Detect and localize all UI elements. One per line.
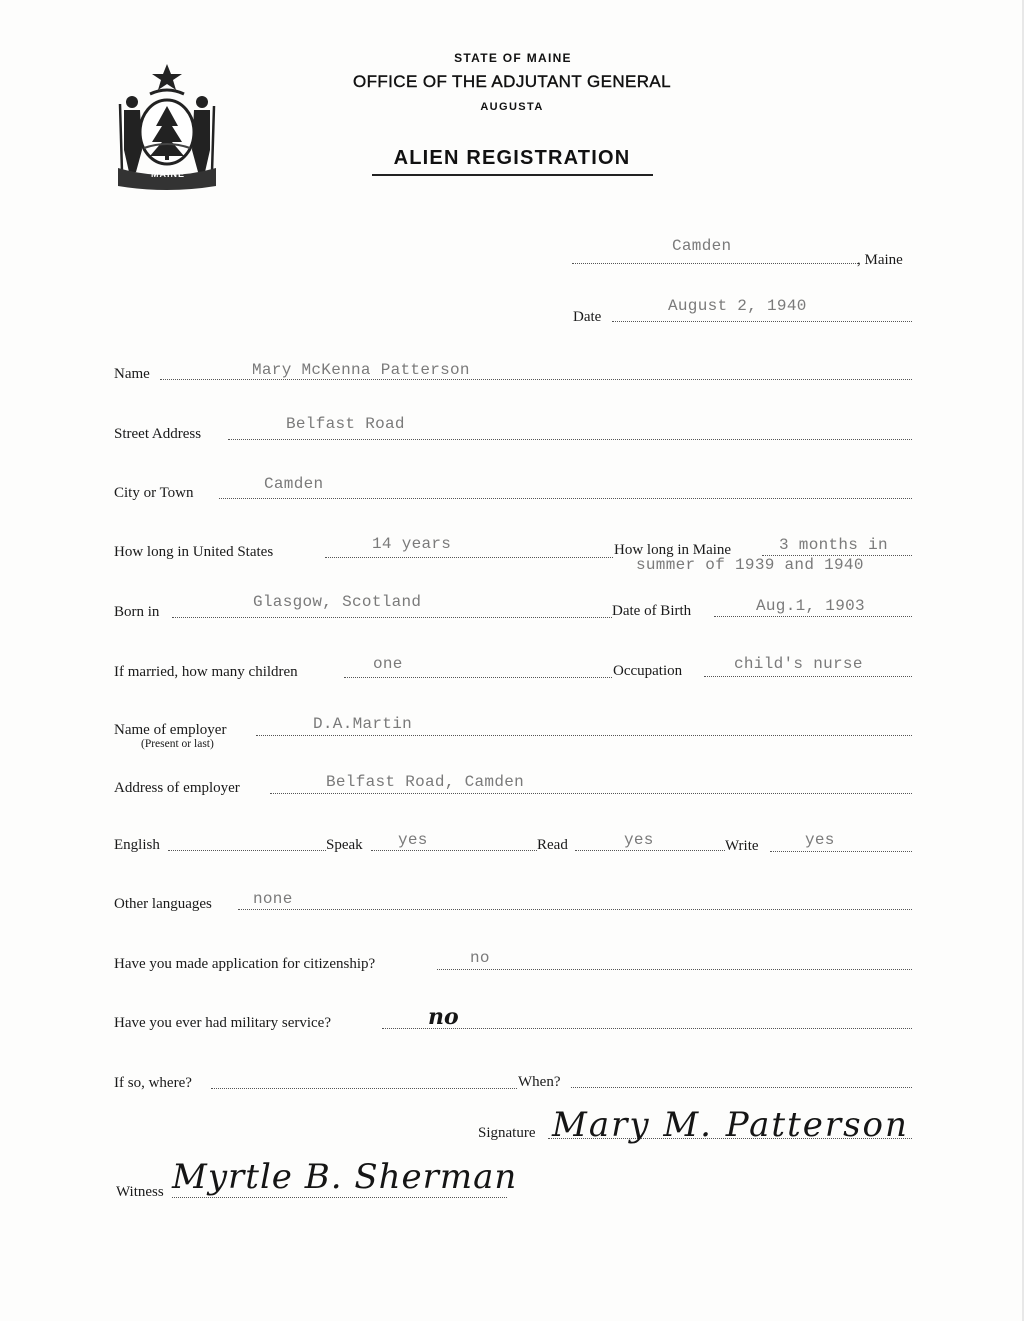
date-value: August 2, 1940 bbox=[668, 297, 807, 315]
employer-address-value: Belfast Road, Camden bbox=[326, 773, 525, 791]
witness-line bbox=[172, 1197, 507, 1198]
employer-address-label: Address of employer bbox=[114, 780, 240, 796]
write-label: Write bbox=[725, 838, 759, 854]
date-label: Date bbox=[573, 309, 602, 325]
born-in-label: Born in bbox=[114, 604, 160, 620]
read-value: yes bbox=[624, 831, 654, 849]
born-in-value: Glasgow, Scotland bbox=[253, 593, 422, 611]
how-long-us-value: 14 years bbox=[372, 535, 452, 553]
form-title: ALIEN REGISTRATION bbox=[393, 147, 631, 169]
date-of-birth-label: Date of Birth bbox=[612, 603, 692, 619]
children-value: one bbox=[373, 655, 403, 673]
where-line bbox=[211, 1088, 517, 1089]
read-line bbox=[575, 850, 725, 851]
name-line bbox=[160, 379, 912, 380]
name-label: Name bbox=[114, 366, 150, 382]
employer-name-line bbox=[256, 735, 912, 736]
speak-label: Speak bbox=[326, 837, 363, 853]
citizenship-label: Have you made application for citizenship? bbox=[114, 956, 376, 972]
read-label: Read bbox=[537, 837, 568, 853]
other-languages-label: Other languages bbox=[114, 896, 212, 912]
how-long-maine-label: How long in Maine bbox=[614, 542, 732, 558]
military-value: no bbox=[428, 1004, 459, 1030]
other-languages-line bbox=[238, 909, 912, 910]
header-office: OFFICE OF THE ADJUTANT GENERAL bbox=[352, 72, 672, 91]
place-value: Camden bbox=[672, 237, 732, 255]
witness-value: Myrtle B. Sherman bbox=[172, 1157, 518, 1197]
date-of-birth-value: Aug.1, 1903 bbox=[756, 597, 865, 615]
employer-name-sublabel: (Present or last) bbox=[141, 738, 214, 750]
other-languages-value: none bbox=[253, 890, 293, 908]
english-label: English bbox=[114, 837, 160, 853]
how-long-maine-value-cont: summer of 1939 and 1940 bbox=[636, 556, 864, 574]
write-value: yes bbox=[805, 831, 835, 849]
header-city: AUGUSTA bbox=[480, 101, 544, 113]
date-of-birth-line bbox=[714, 616, 912, 617]
employer-address-line bbox=[270, 793, 912, 794]
english-line bbox=[168, 850, 326, 851]
occupation-label: Occupation bbox=[613, 663, 683, 679]
street-line bbox=[228, 439, 912, 440]
street-label: Street Address bbox=[114, 426, 202, 442]
how-long-us-line bbox=[325, 557, 613, 558]
city-label: City or Town bbox=[114, 485, 194, 501]
street-value: Belfast Road bbox=[286, 415, 405, 433]
occupation-value: child's nurse bbox=[734, 655, 863, 673]
title-underline bbox=[372, 174, 653, 176]
citizenship-line bbox=[437, 969, 912, 970]
speak-value: yes bbox=[398, 831, 428, 849]
employer-name-label: Name of employer bbox=[114, 722, 227, 738]
where-label: If so, where? bbox=[114, 1075, 192, 1091]
military-label: Have you ever had military service? bbox=[114, 1015, 331, 1031]
place-line bbox=[572, 263, 858, 264]
children-label: If married, how many children bbox=[114, 664, 298, 680]
children-line bbox=[344, 677, 612, 678]
how-long-maine-value: 3 months in bbox=[779, 536, 888, 554]
speak-line bbox=[371, 850, 537, 851]
date-line bbox=[612, 321, 912, 322]
write-line bbox=[770, 851, 912, 852]
citizenship-value: no bbox=[470, 949, 490, 967]
born-in-line bbox=[172, 617, 612, 618]
city-value: Camden bbox=[264, 475, 324, 493]
seal-banner-text: MAINE bbox=[151, 169, 185, 179]
when-line bbox=[571, 1087, 912, 1088]
signature-label: Signature bbox=[478, 1125, 536, 1141]
signature-value: Mary M. Patterson bbox=[552, 1105, 909, 1145]
header-state: STATE OF MAINE bbox=[454, 51, 572, 65]
how-long-us-label: How long in United States bbox=[114, 544, 274, 560]
name-value: Mary McKenna Patterson bbox=[252, 361, 470, 379]
place-suffix: , Maine bbox=[857, 252, 903, 268]
witness-label: Witness bbox=[116, 1184, 164, 1200]
city-line bbox=[219, 498, 912, 499]
when-label: When? bbox=[518, 1074, 561, 1090]
military-line bbox=[382, 1028, 912, 1029]
occupation-line bbox=[704, 676, 912, 677]
employer-name-value: D.A.Martin bbox=[313, 715, 413, 733]
